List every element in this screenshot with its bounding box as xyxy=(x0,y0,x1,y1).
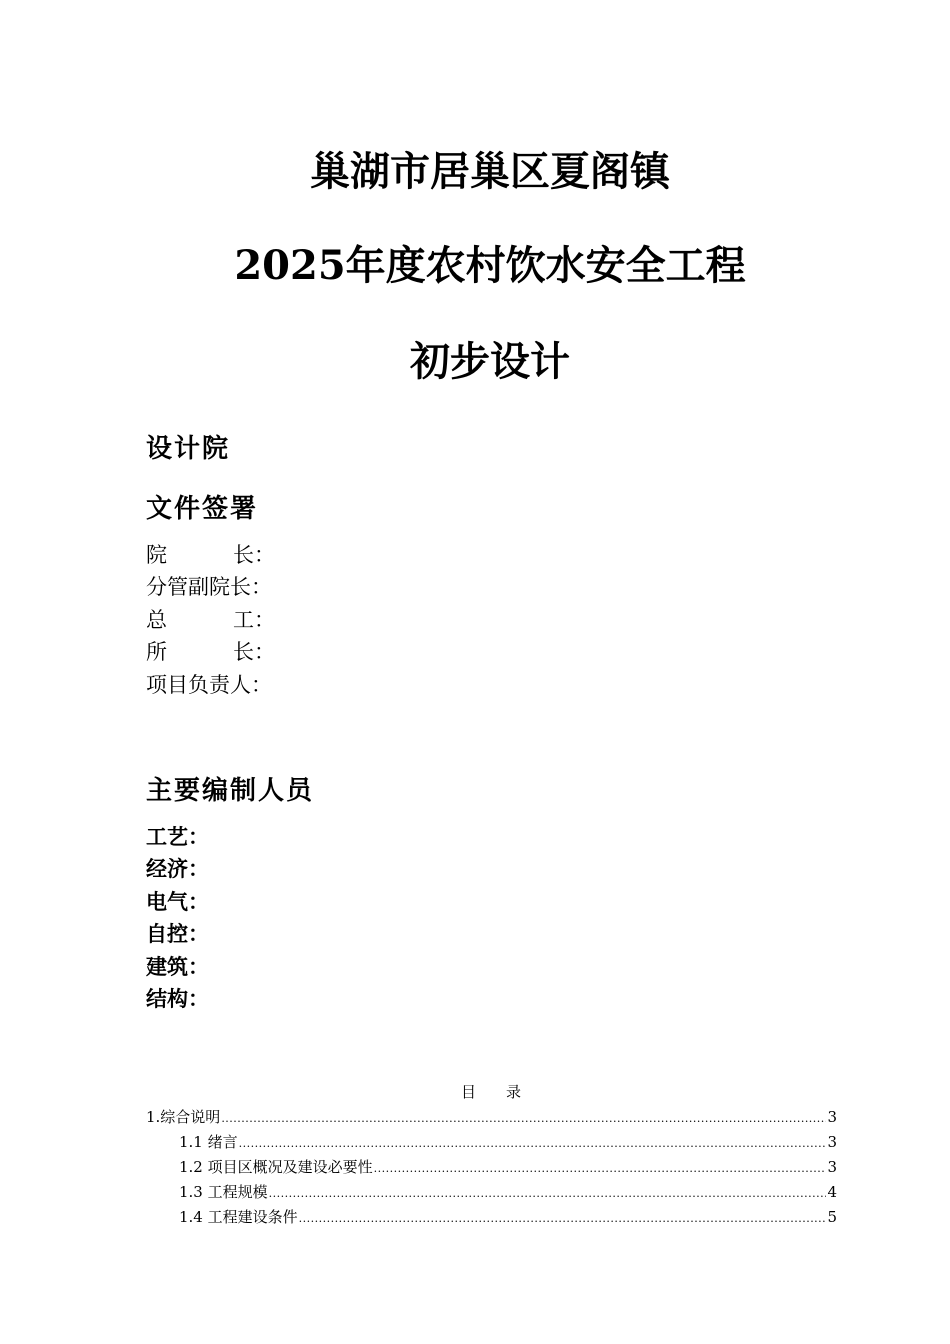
signature-chief-engineer-label-part2: 工： xyxy=(233,608,275,632)
toc-title-part1: 目 xyxy=(460,1083,476,1101)
cover-title-line-2: 2025年度农村饮水安全工程 xyxy=(234,242,746,289)
signature-vice-dean: 分管副院长： xyxy=(146,575,272,599)
signature-project-lead: 项目负责人： xyxy=(146,673,272,697)
toc-dot-leader xyxy=(221,1109,826,1129)
toc-entry-label: 1.3 工程规模 xyxy=(179,1183,268,1201)
cover-title-line-1: 巢湖市居巢区夏阁镇 xyxy=(310,148,670,195)
toc-entry[interactable] xyxy=(179,1207,837,1229)
signature-dean xyxy=(146,541,275,569)
toc-title xyxy=(0,1082,950,1102)
toc-entry[interactable] xyxy=(146,1107,837,1129)
staff-role-economics: 经济： xyxy=(146,857,209,881)
toc-entry-label: 1.4 工程建设条件 xyxy=(179,1208,298,1226)
signature-chief-engineer-label-part1: 总 xyxy=(146,608,167,632)
toc-entry-label: 1.1 绪言 xyxy=(179,1133,238,1151)
toc-entry-page: 3 xyxy=(827,1133,837,1151)
toc-entry-page: 4 xyxy=(827,1183,837,1201)
toc-entry-page: 3 xyxy=(827,1158,837,1176)
toc-entry-label: 1.综合说明 xyxy=(146,1108,221,1126)
toc-entry-label: 1.2 项目区概况及建设必要性 xyxy=(179,1158,373,1176)
signatures-heading: 文件签署 xyxy=(146,494,259,524)
staff-heading: 主要编制人员 xyxy=(146,776,315,806)
staff-role-electrical: 电气： xyxy=(146,890,209,914)
toc-entry-page: 3 xyxy=(827,1108,837,1126)
staff-role-process: 工艺： xyxy=(146,825,209,849)
toc-entry[interactable] xyxy=(179,1157,837,1179)
signature-director-label-part1: 所 xyxy=(146,640,167,664)
design-institute-heading: 设计院 xyxy=(146,434,231,464)
toc-entry[interactable] xyxy=(179,1132,837,1154)
signature-chief-engineer xyxy=(146,606,275,634)
cover-title-line-3: 初步设计 xyxy=(410,338,570,385)
toc-entry[interactable] xyxy=(179,1182,837,1204)
staff-role-automation: 自控： xyxy=(146,922,209,946)
signature-director-label-part2: 长： xyxy=(233,640,275,664)
signature-dean-label-part1: 院 xyxy=(146,543,167,567)
toc-title-part2: 录 xyxy=(506,1083,522,1101)
toc-dot-leader xyxy=(269,1184,827,1204)
staff-role-architecture: 建筑： xyxy=(146,955,209,979)
signature-dean-label-part2: 长： xyxy=(233,543,275,567)
signature-director xyxy=(146,638,275,666)
toc-dot-leader xyxy=(299,1209,827,1229)
toc-dot-leader xyxy=(374,1159,827,1179)
toc-entry-page: 5 xyxy=(827,1208,837,1226)
staff-role-structure: 结构： xyxy=(146,987,209,1011)
toc-dot-leader xyxy=(239,1134,827,1154)
